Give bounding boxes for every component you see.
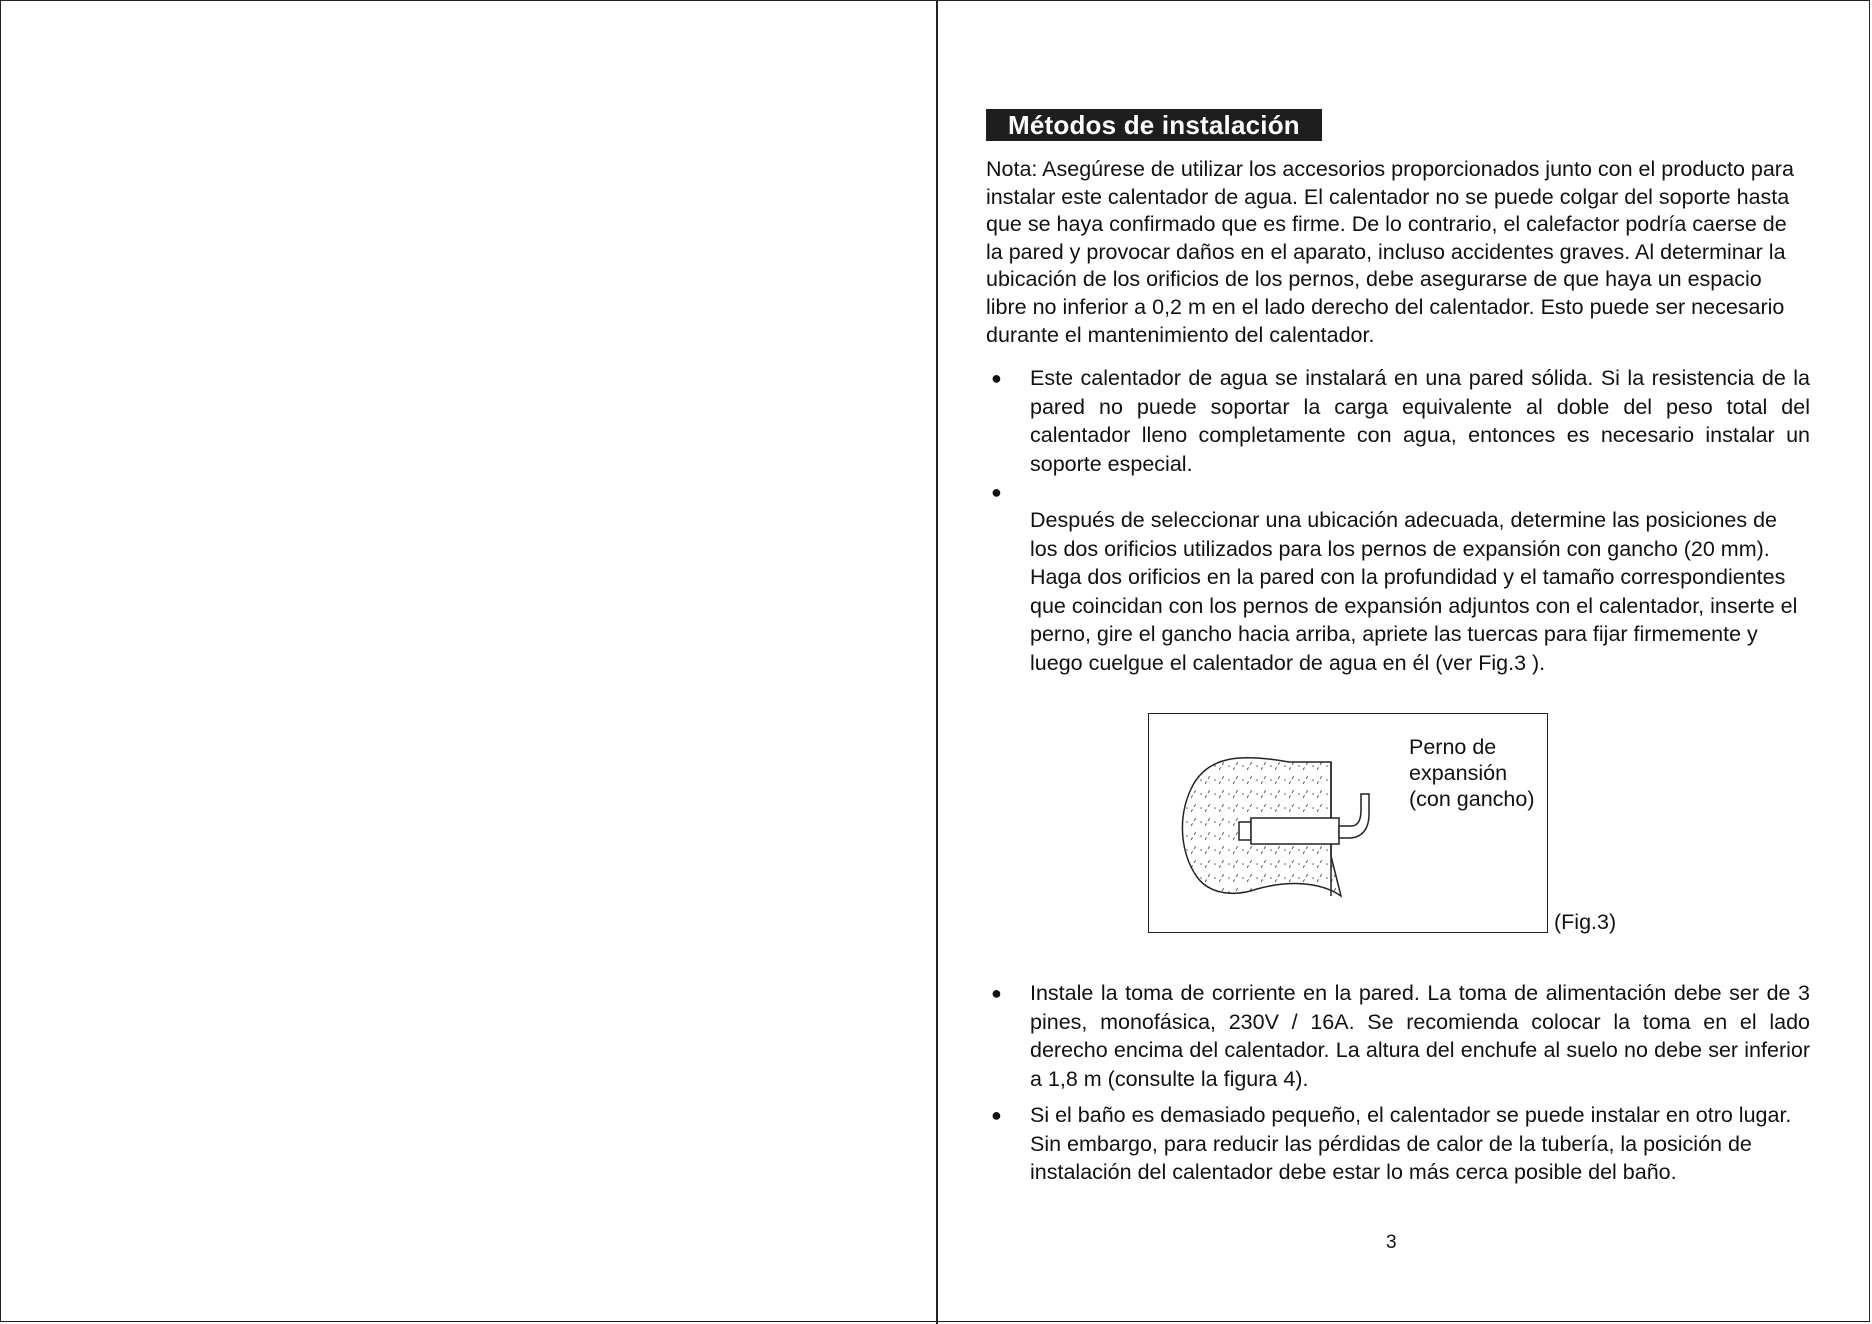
bolt-label-line: expansión bbox=[1409, 761, 1508, 785]
bolt-label-line: (con gancho) bbox=[1409, 787, 1535, 811]
bullet-dot-icon: ● bbox=[991, 1105, 1002, 1125]
instruction-list-bottom bbox=[986, 979, 1810, 1187]
bullet-item-small-bathroom bbox=[986, 1101, 1810, 1187]
bolt-shaft-icon bbox=[1251, 818, 1339, 844]
bullet-text: Después de seleccionar una ubicación adecuada, determine las posiciones de los dos orificios utilizados para los pernos de expansión con gancho (20 mm). Haga dos orificios en la pared con la profundidad y el tamaño correspondientes que coincidan con los pernos de expansión adjuntos con el calentador, inserte el perno, gire el gancho hacia arriba, apriete las tuercas para fijar firmemente y luego cuelgue el calentador de agua en él (ver Fig.3 ). bbox=[1030, 508, 1798, 675]
instruction-list-top bbox=[986, 364, 1810, 677]
section-title: Métodos de instalación bbox=[986, 109, 1322, 141]
bolt-hook-icon bbox=[1339, 794, 1369, 838]
figure-caption: (Fig.3) bbox=[1554, 910, 1617, 934]
bullet-item-empty bbox=[986, 478, 1810, 506]
bolt-nut-icon bbox=[1239, 822, 1251, 840]
bolt-label bbox=[1409, 734, 1535, 812]
figure-3-expansion-bolt bbox=[1148, 713, 1548, 933]
bullet-dot-icon: ● bbox=[991, 368, 1002, 388]
bullet-text: Si el baño es demasiado pequeño, el calentador se puede instalar en otro lugar. Sin embargo, para reducir las pérdidas de calor de la tubería, la posición de instalación del calentador debe estar lo más cerca posible del baño. bbox=[1030, 1103, 1792, 1184]
right-page bbox=[938, 0, 1872, 1324]
installation-note: Nota: Asegúrese de utilizar los accesorios proporcionados junto con el producto para instalar este calentador de agua. El calentador no se puede colgar del soporte hasta que se haya confirmado que es firme. De lo contrario, el calefactor podría caerse de la pared y provocar daños en el aparato, incluso accidentes graves. Al determinar la ubicación de los orificios de los pernos, debe asegurarse de que haya un espacio libre no inferior a 0,2 m en el lado derecho del calentador. Esto puede ser necesario durante el mantenimiento del calentador. bbox=[986, 157, 1794, 347]
bullet-dot-icon: ● bbox=[991, 983, 1002, 1003]
bolt-label-line: Perno de bbox=[1409, 735, 1497, 759]
page-number: 3 bbox=[1386, 1232, 1397, 1253]
bullet-dot-icon: ● bbox=[991, 482, 1002, 502]
bullet-text: Instale la toma de corriente en la pared. La toma de alimentación debe ser de 3 pines, monofásica, 230V / 16A. Se recomienda colocar la toma en el lado derecho encima del calentador. La altura del enchufe al suelo no debe ser inferior a 1,8 m (consulte la figura 4). bbox=[1030, 981, 1810, 1091]
bullet-text: Este calentador de agua se instalará en una pared sólida. Si la resistencia de la pared no puede soportar la carga equivalente al doble del peso total del calentador lleno completamente con agua, entonces es necesario instalar un soporte especial. bbox=[1030, 366, 1810, 476]
bullet-item-socket bbox=[986, 979, 1810, 1093]
bullet-item-holes bbox=[986, 506, 1810, 677]
bullet-item-wall bbox=[986, 364, 1810, 478]
